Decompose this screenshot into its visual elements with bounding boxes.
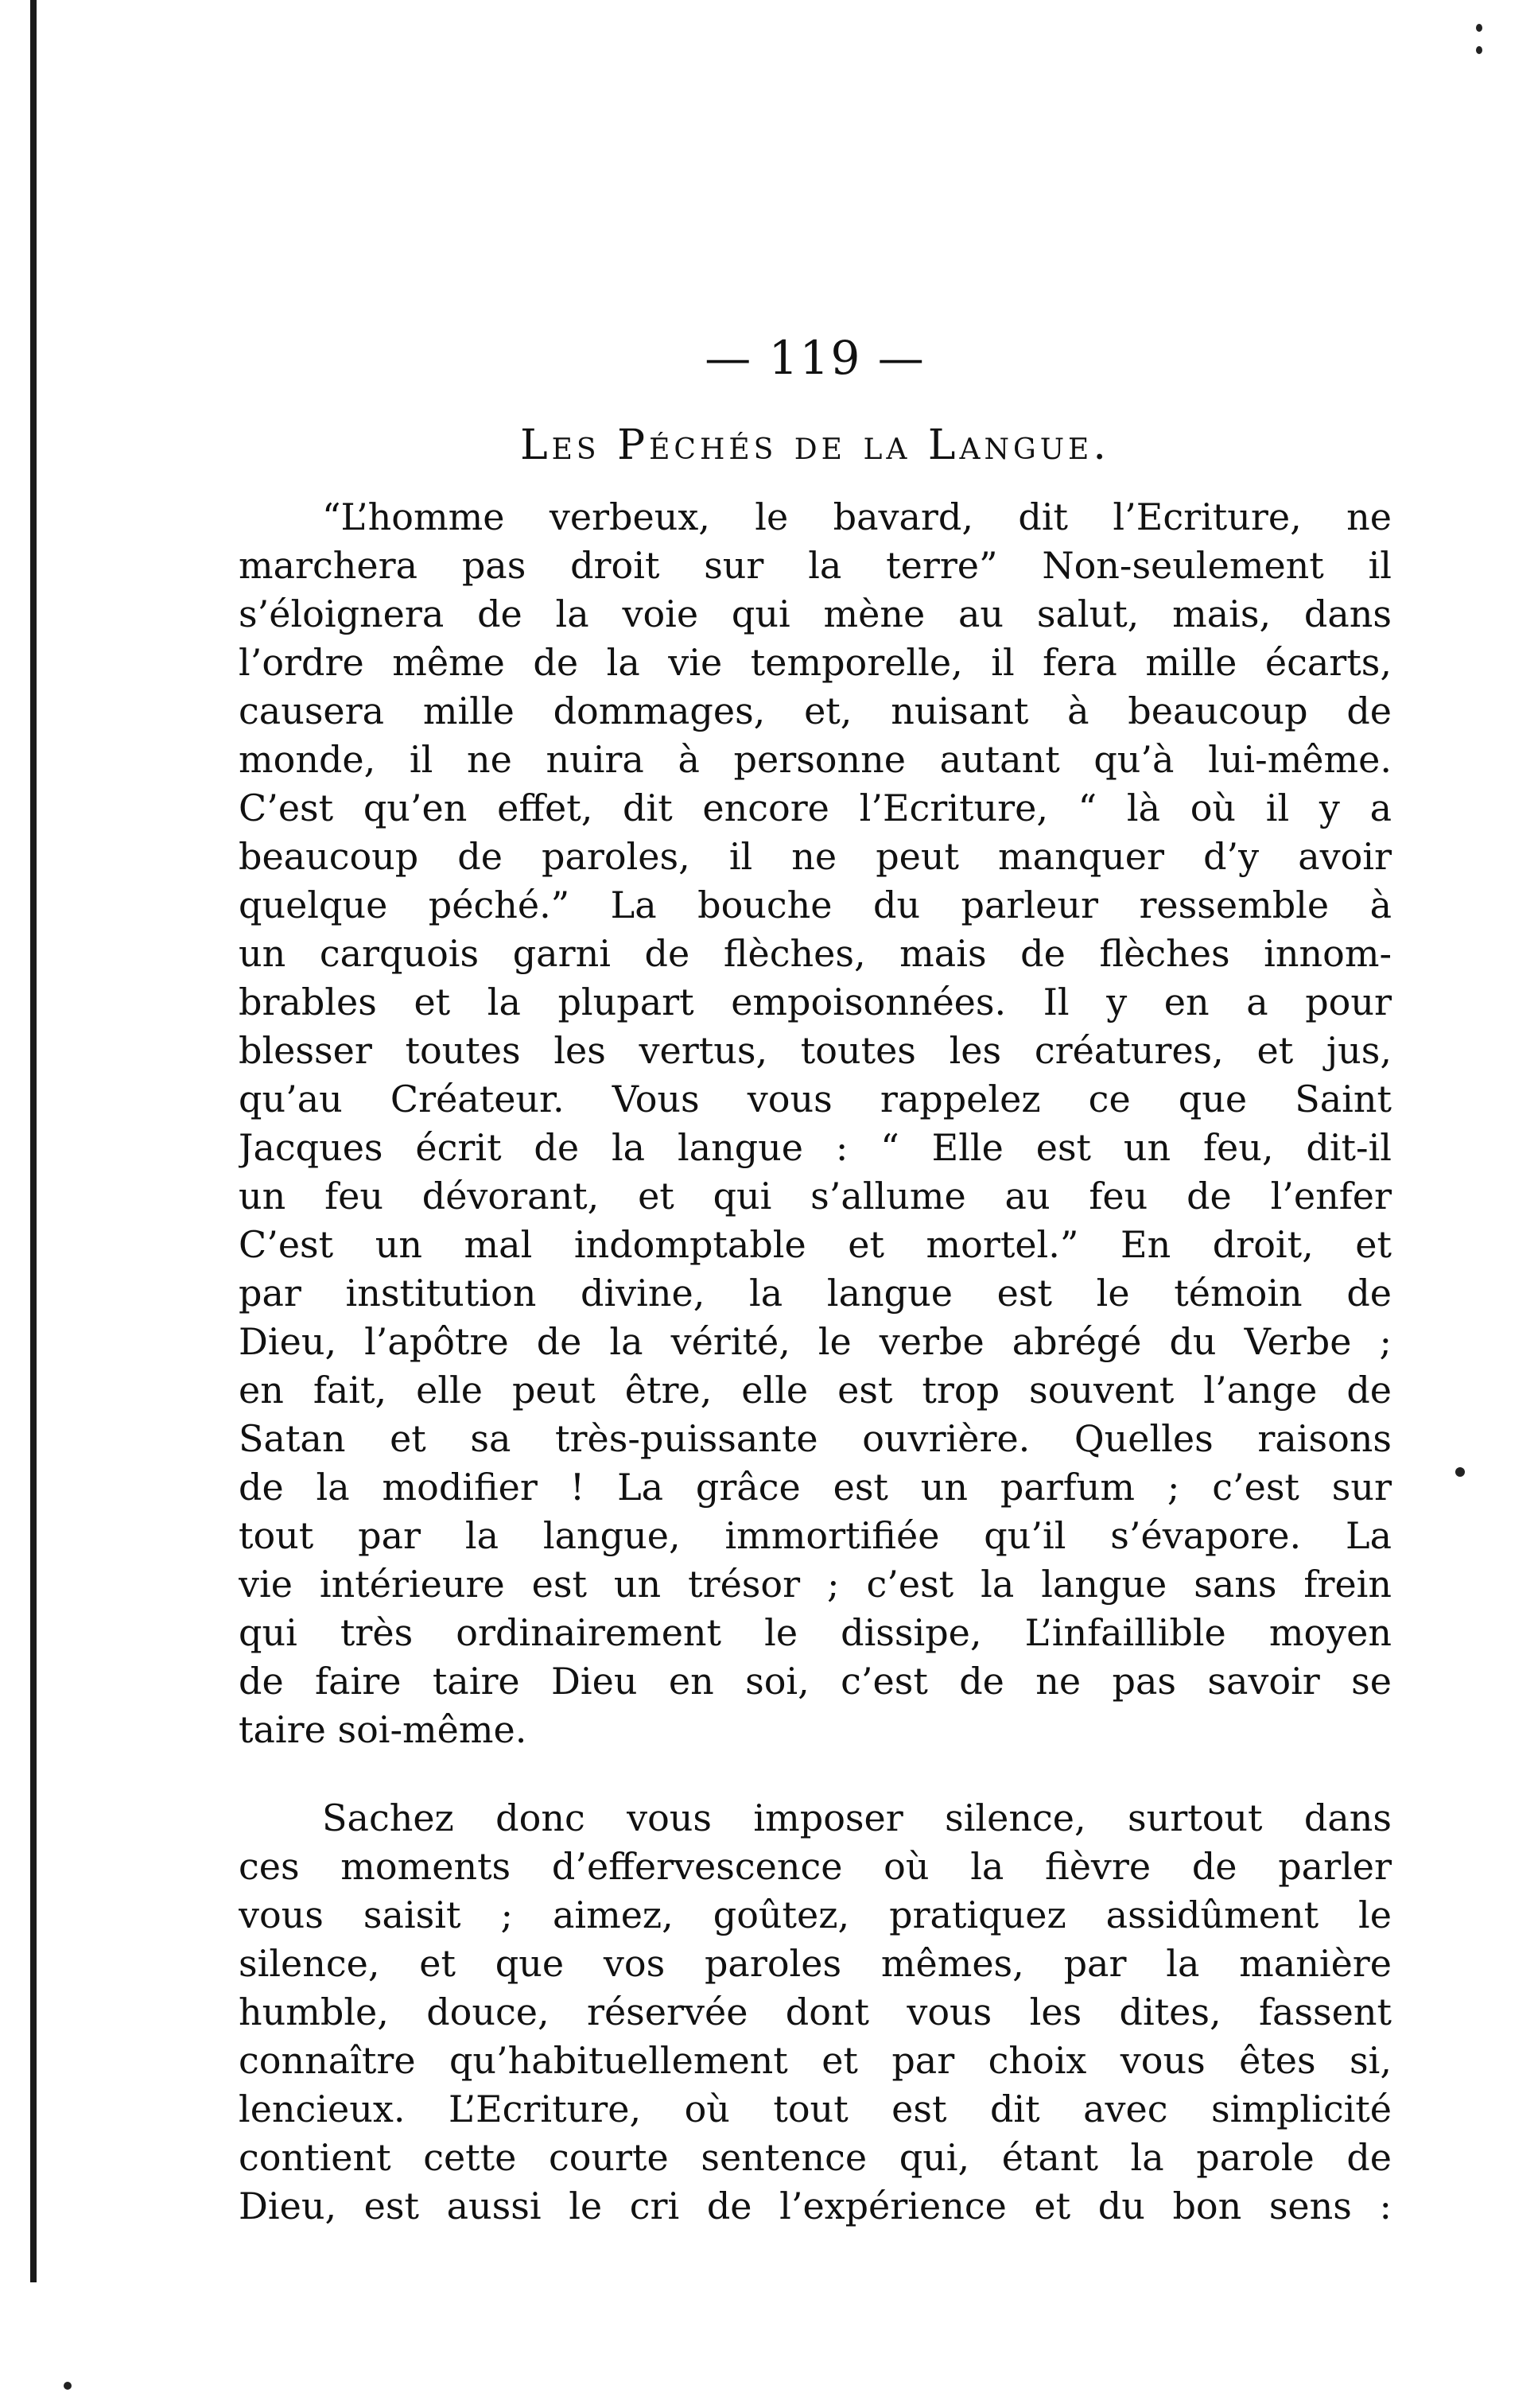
text-line: beaucoup de paroles, il ne peut manquer d’y avoir (239, 835, 1392, 878)
book-page (239, 318, 1392, 2231)
text-line: quelque péché.” La bouche du parleur ressemble à (239, 884, 1392, 926)
text-line: qu’au Créateur. Vous vous rappelez ce que Saint (239, 1078, 1392, 1120)
text-line: Satan et sa très-puissante ouvrière. Quelles raisons (239, 1417, 1392, 1460)
scan-speck (1476, 46, 1482, 54)
section-title: Les Péchés de la Langue. (520, 421, 1110, 469)
text-line: “L’homme verbeux, le bavard, dit l’Ecriture, ne (322, 495, 1392, 538)
text-line: par institution divine, la langue est le témoin de (239, 1272, 1392, 1315)
text-line: C’est qu’en effet, dit encore l’Ecriture, “ là où il y a (239, 786, 1392, 829)
text-line: tout par la langue, immortifiée qu’il s’évapore. La (239, 1514, 1392, 1557)
scan-speck (1476, 24, 1482, 32)
text-line: Dieu, l’apôtre de la vérité, le verbe abrégé du Verbe ; (239, 1320, 1392, 1363)
text-line: l’ordre même de la vie temporelle, il fera mille écarts, (239, 641, 1392, 684)
text-line: Jacques écrit de la langue : “ Elle est un feu, dit-il (239, 1126, 1392, 1169)
text-line: vie intérieure est un trésor ; c’est la langue sans frein (239, 1563, 1392, 1606)
text-line: en fait, elle peut être, elle est trop souvent l’ange de (239, 1369, 1392, 1412)
text-line: un feu dévorant, et qui s’allume au feu de l’enfer (239, 1175, 1392, 1218)
text-line: causera mille dommages, et, nuisant à beaucoup de (239, 689, 1392, 732)
paragraph-2 (239, 1794, 1392, 2231)
text-line: Dieu, est aussi le cri de l’expérience et du bon sens : (239, 2185, 1392, 2227)
text-line: vous saisit ; aimez, goûtez, pratiquez assidûment le (239, 1893, 1392, 1936)
page-binding-edge (30, 0, 37, 2282)
text-line: blesser toutes les vertus, toutes les créatures, et jus, (239, 1029, 1392, 1072)
text-line: silence, et que vos paroles mêmes, par la manière (239, 1942, 1392, 1985)
text-line: lencieux. L’Ecriture, où tout est dit avec simplicité (239, 2088, 1392, 2130)
page-number: — 119 — (705, 331, 926, 385)
text-line: contient cette courte sentence qui, étant la parole de (239, 2136, 1392, 2179)
scan-speck (1455, 1467, 1465, 1477)
text-line: brables et la plupart empoisonnées. Il y en a pour (239, 981, 1392, 1023)
text-line: s’éloignera de la voie qui mène au salut, mais, dans (239, 592, 1392, 635)
text-line: de la modifier ! La grâce est un parfum ; c’est sur (239, 1466, 1392, 1509)
text-line: marchera pas droit sur la terre” Non-seulement il (239, 544, 1392, 587)
paragraph-1 (239, 493, 1392, 1754)
text-line: Sachez donc vous imposer silence, surtout dans (322, 1796, 1392, 1839)
text-line: ces moments d’effervescence où la fièvre de parler (239, 1845, 1392, 1888)
text-line: de faire taire Dieu en soi, c’est de ne pas savoir se (239, 1660, 1392, 1703)
text-line: qui très ordinairement le dissipe, L’infaillible moyen (239, 1611, 1392, 1654)
scan-speck (64, 2382, 72, 2390)
text-line: humble, douce, réservée dont vous les dites, fassent (239, 1990, 1392, 2033)
text-line: taire soi-même. (239, 1708, 527, 1751)
text-line: connaître qu’habituellement et par choix vous êtes si, (239, 2039, 1392, 2082)
text-line: un carquois garni de flèches, mais de flèches innom- (239, 932, 1392, 975)
text-line: monde, il ne nuira à personne autant qu’à lui-même. (239, 738, 1392, 781)
text-line: C’est un mal indomptable et mortel.” En droit, et (239, 1223, 1392, 1266)
